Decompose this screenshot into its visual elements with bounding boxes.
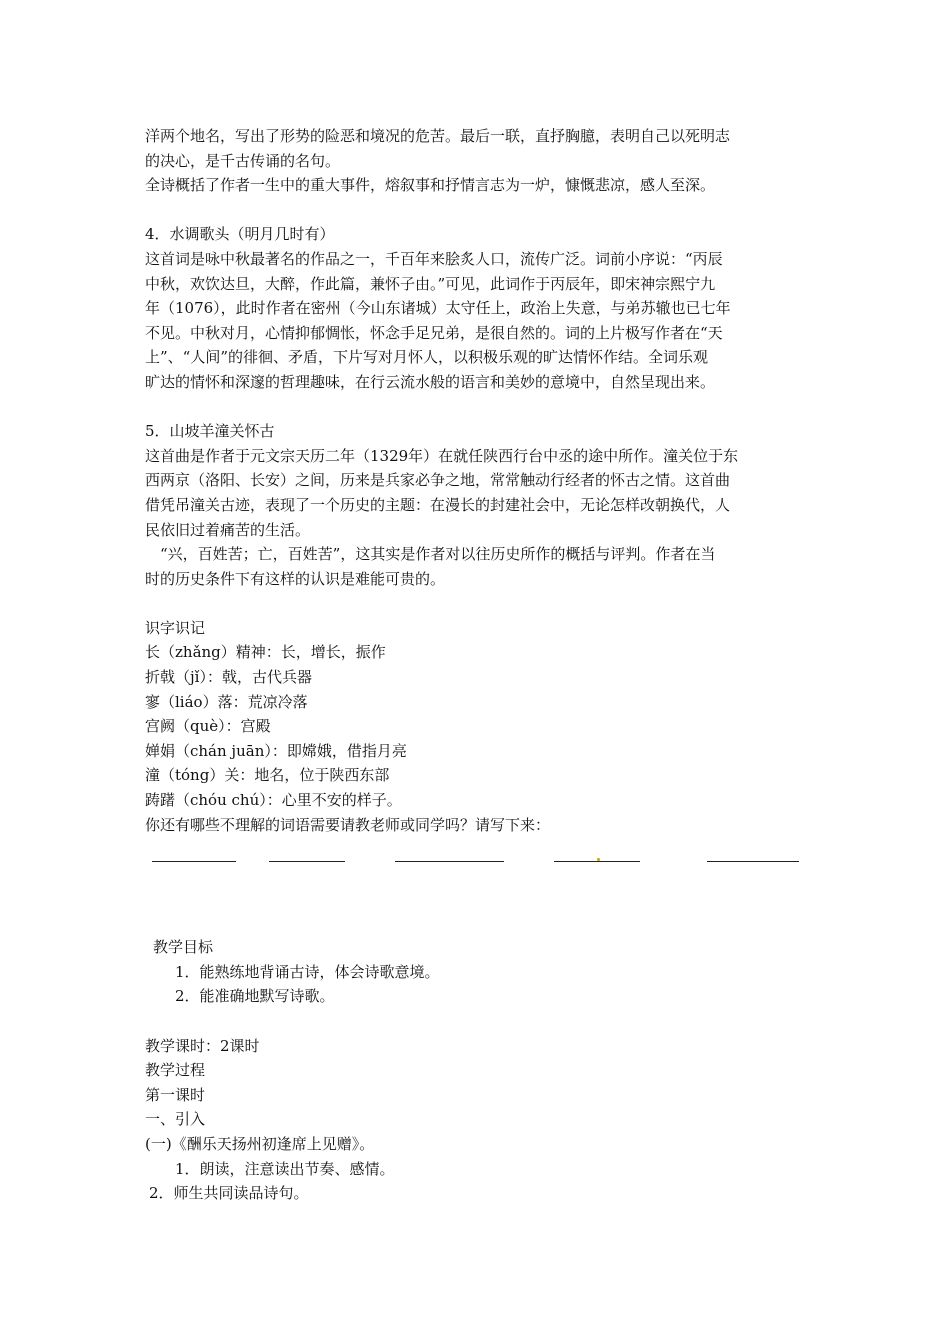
- vocab-prompt: 你还有哪些不理解的词语需要请教老师或同学吗？请写下来：: [145, 815, 551, 834]
- section5-line: 西两京（洛阳、长安）之间，历来是兵家必争之地，常常触动行经者的怀古之情。这首曲: [145, 471, 731, 490]
- step-item: 1．朗读，注意读出节奏、感情。: [175, 1159, 395, 1178]
- process-heading: 教学过程: [145, 1061, 206, 1080]
- vocab-item: 长（zhǎng）精神：长，增长，振作: [145, 643, 386, 662]
- section4-line: 中秋，欢饮达旦，大醉，作此篇，兼怀子由。”可见，此词作于丙辰年，即宋神宗熙宁九: [145, 274, 716, 293]
- lesson-hours: 教学课时：2课时: [145, 1036, 260, 1055]
- intro-line-3: 全诗概括了作者一生中的重大事件，熔叙事和抒情言志为一炉，慷慨悲凉，感人至深。: [145, 176, 716, 195]
- section4-line: 上”、“人间”的徘徊、矛盾，下片写对月怀人，以积极乐观的旷达情怀作结。全词乐观: [145, 348, 709, 367]
- section5-line: 借凭吊潼关古迹，表现了一个历史的主题：在漫长的封建社会中，无论怎样改朝换代，人: [145, 495, 731, 514]
- section4-line: 年（1076），此时作者在密州（今山东诸城）太守任上，政治上失意，与弟苏辙也已七年: [145, 299, 731, 318]
- answer-blank-line[interactable]: [395, 861, 504, 862]
- answer-blank-line[interactable]: [152, 861, 236, 862]
- answer-blank-line[interactable]: [269, 861, 345, 862]
- vocab-item: 宫阙（què）：宫殿: [145, 717, 271, 736]
- intro-line-2: 的决心，是千古传诵的名句。: [145, 151, 341, 170]
- goals-heading: 教学目标: [153, 938, 214, 957]
- lesson-title: 第一课时: [145, 1085, 206, 1104]
- section5-line: “兴，百姓苦；亡，百姓苦”，这其实是作者对以往历史所作的概括与评判。作者在当: [160, 545, 716, 564]
- vocab-heading: 识字识记: [145, 618, 206, 637]
- vocab-item: 婵娟（chán juān）：即嫦娥，借指月亮: [145, 741, 407, 760]
- intro-line-1: 洋两个地名，写出了形势的险恶和境况的危苦。最后一联，直抒胸臆，表明自己以死明志: [145, 127, 731, 145]
- vocab-item: 潼（tóng）关：地名，位于陕西东部: [145, 766, 390, 785]
- vocab-item: 寥（liáo）落：荒凉冷落: [145, 692, 308, 711]
- section4-heading: 4．水调歌头（明月几时有）: [145, 225, 335, 244]
- answer-blank-line[interactable]: [707, 861, 799, 862]
- section5-heading: 5．山坡羊潼关怀古: [145, 422, 275, 441]
- step-item: 2．师生共同读品诗句。: [149, 1184, 309, 1203]
- answer-blank-line[interactable]: [554, 861, 640, 862]
- section4-line: 不见。中秋对月，心情抑郁惆怅，怀念手足兄弟，是很自然的。词的上片极写作者在“天: [145, 323, 723, 342]
- poem-title: (一)《酬乐天扬州初逢席上见赠》。: [145, 1134, 375, 1153]
- step-heading: 一、引入: [145, 1110, 206, 1129]
- section5-line: 时的历史条件下有这样的认识是难能可贵的。: [145, 569, 446, 588]
- section4-line: 这首词是咏中秋最著名的作品之一，千百年来脍炙人口，流传广泛。词前小序说：“丙辰: [145, 249, 723, 268]
- goal-item: 1．能熟练地背诵古诗，体会诗歌意境。: [175, 962, 440, 981]
- section5-line: 民依旧过着痛苦的生活。: [145, 520, 311, 539]
- goal-item: 2．能准确地默写诗歌。: [175, 987, 335, 1006]
- section5-line: 这首曲是作者于元文宗天历二年（1329年）在就任陕西行台中丞的途中所作。潼关位于东: [145, 446, 739, 465]
- vocab-item: 踌躇（chóu chú）：心里不安的样子。: [145, 791, 402, 810]
- vocab-item: 折戟（jǐ）：戟，古代兵器: [145, 668, 312, 687]
- answer-blanks: [145, 841, 810, 865]
- document-page: [145, 124, 810, 1206]
- section4-line: 旷达的情怀和深邃的哲理趣味，在行云流水般的语言和美妙的意境中，自然呈现出来。: [145, 372, 716, 391]
